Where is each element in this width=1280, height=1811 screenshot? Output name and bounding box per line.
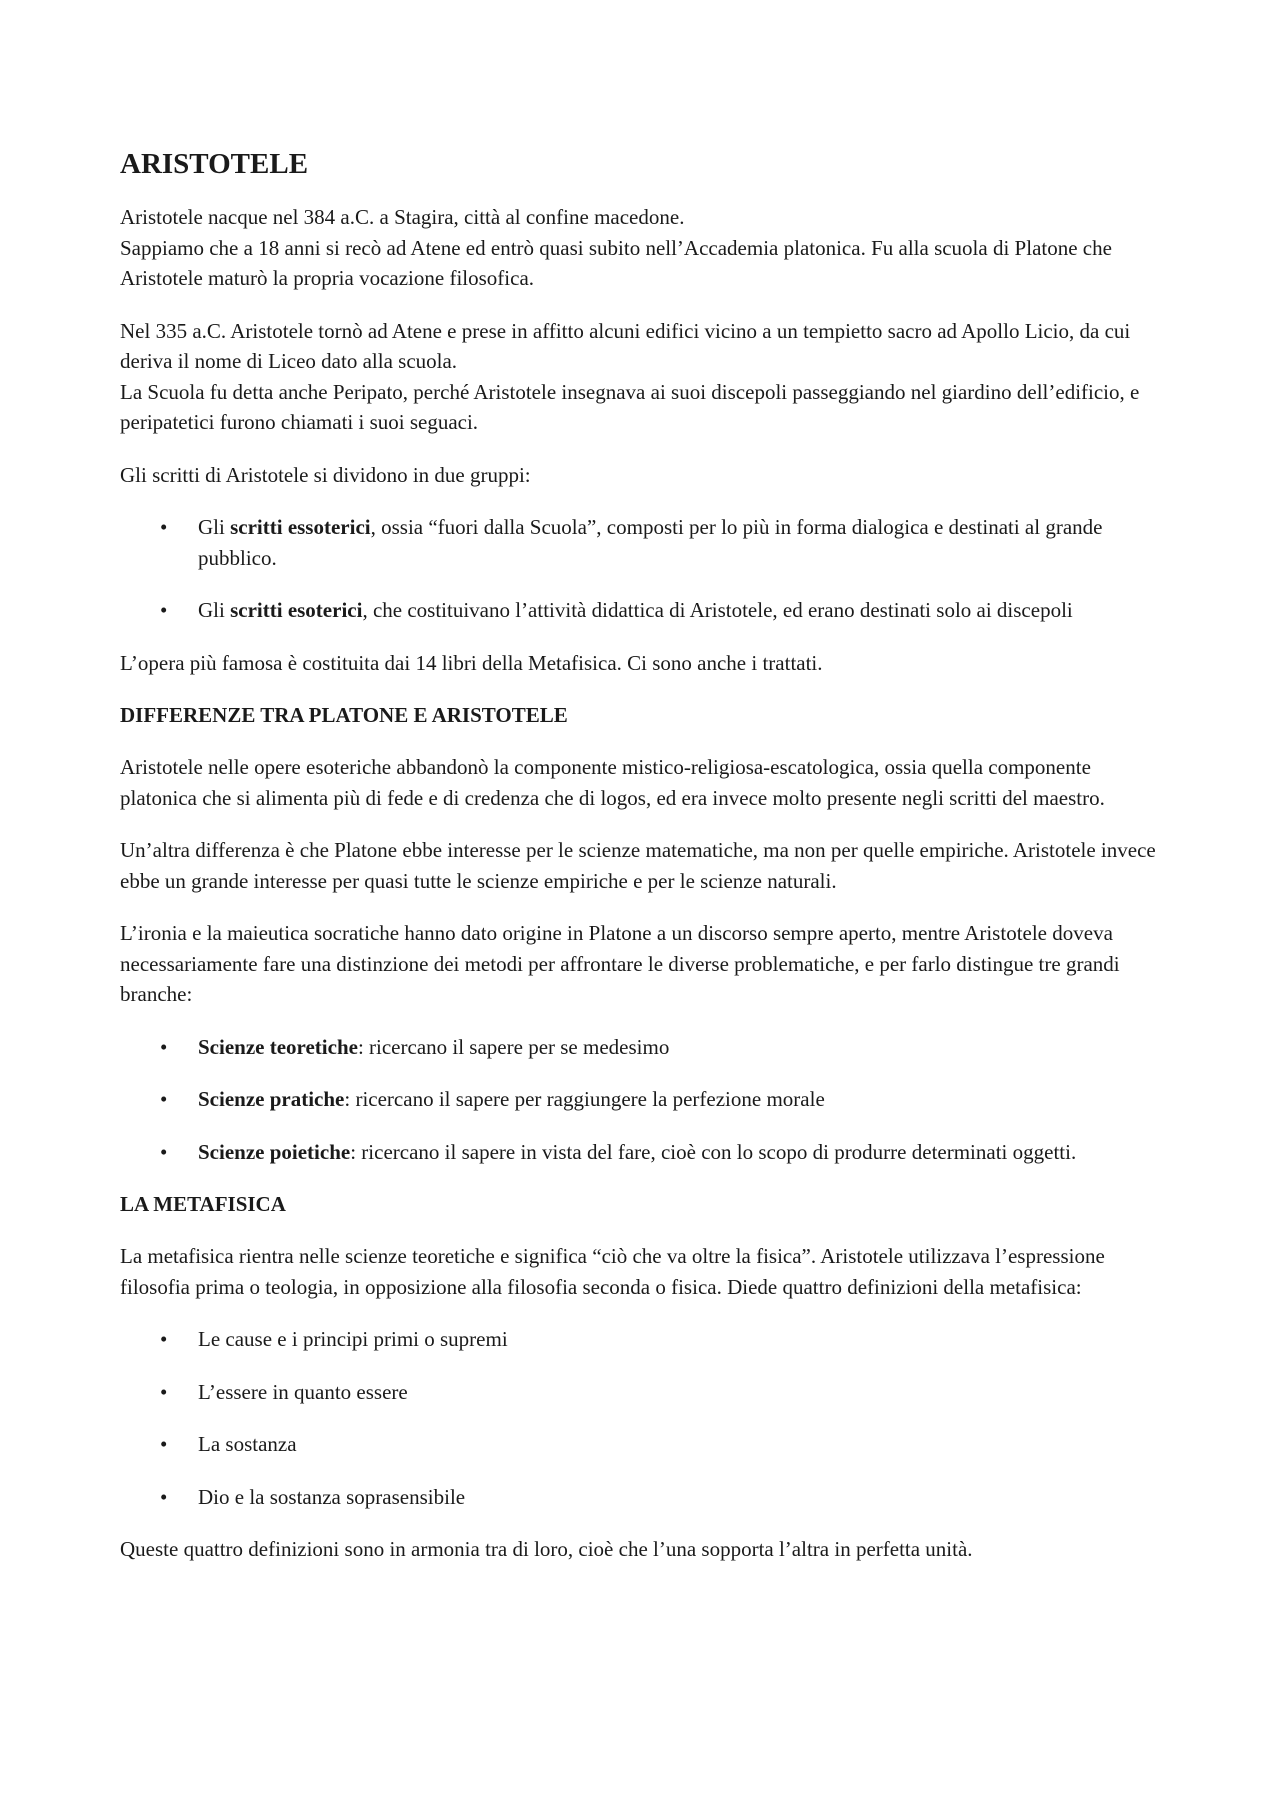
list-item: • La sostanza: [120, 1429, 1160, 1460]
bold-term: Scienze poietiche: [198, 1139, 351, 1164]
liceo-line-1: Nel 335 a.C. Aristotele tornò ad Atene e prese in affitto alcuni edifici vicino a un tempietto sacro ad Apollo Licio, da cui deriva il nome di Liceo dato alla scuola.: [120, 318, 1131, 373]
bold-term: Scienze pratiche: [198, 1087, 345, 1111]
differenze-paragraph-1: Aristotele nelle opere esoteriche abbandonò la componente mistico-religiosa-escatologica, ossia quella componente platonica che si alimenta più di fede e di credenza che di logos, ed era invece molto presente negli scritti del maestro.: [120, 755, 1105, 810]
bullet-icon: •: [160, 515, 168, 539]
bold-term: scritti essoterici: [230, 515, 371, 539]
intro-line-2: Sappiamo che a 18 anni si recò ad Atene ed entrò quasi subito nell’Accademia platonica. Fu alla scuola di Platone che Aristotele maturò la propria vocazione filosofica.: [120, 235, 1112, 290]
list-item: • Scienze pratiche: ricercano il sapere per raggiungere la perfezione morale: [120, 1084, 1160, 1115]
section-heading-differenze: DIFFERENZE TRA PLATONE E ARISTOTELE: [120, 703, 568, 727]
list-item: • Scienze poietiche: ricercano il sapere in vista del fare, cioè con lo scopo di produrre determinati oggetti.: [120, 1137, 1160, 1168]
intro-line-1: Aristotele nacque nel 384 a.C. a Stagira, città al confine macedone.: [120, 205, 685, 229]
bullet-icon: •: [160, 1087, 168, 1111]
scienze-list: [120, 1032, 1160, 1168]
differenze-paragraph-2: Un’altra differenza è che Platone ebbe interesse per le scienze matematiche, ma non per quelle empiriche. Aristotele invece ebbe un grande interesse per quasi tutte le scienze empiriche e per le scienze naturali.: [120, 838, 1156, 893]
liceo-line-2: La Scuola fu detta anche Peripato, perché Aristotele insegnava ai suoi discepoli passeggiando nel giardino dell’edificio, e peripatetici furono chiamati i suoi seguaci.: [120, 379, 1140, 434]
closing-paragraph: Queste quattro definizioni sono in armonia tra di loro, cioè che l’una sopporta l’altra in perfetta unità.: [120, 1537, 973, 1561]
intro-paragraph: [120, 202, 1160, 294]
definizioni-list: [120, 1324, 1160, 1512]
section-heading-metafisica: LA METAFISICA: [120, 1192, 286, 1216]
list-item: • Gli scritti esoterici, che costituivano l’attività didattica di Aristotele, ed erano destinati solo ai discepoli: [120, 595, 1160, 626]
list-item: • Le cause e i principi primi o supremi: [120, 1324, 1160, 1355]
bullet-icon: •: [160, 1139, 168, 1164]
bullet-icon: •: [160, 1379, 168, 1404]
bold-term: Scienze teoretiche: [198, 1034, 358, 1059]
list-item: • Gli scritti essoterici, ossia “fuori dalla Scuola”, composti per lo più in forma dialogica e destinati al grande pubblico.: [120, 512, 1160, 573]
bold-term: scritti esoterici: [230, 598, 363, 622]
scritti-list: [120, 512, 1160, 626]
list-item: • L’essere in quanto essere: [120, 1377, 1160, 1408]
metafisica-paragraph: La metafisica rientra nelle scienze teoretiche e significa “ciò che va oltre la fisica”. Aristotele utilizzava l’espressione filosofia prima o teologia, in opposizione alla filosofia seconda o fisica. Diede quattro definizioni della metafisica:: [120, 1244, 1105, 1299]
bullet-icon: •: [160, 1432, 168, 1456]
document-page: [120, 146, 1160, 1587]
bullet-icon: •: [160, 1327, 168, 1351]
bullet-icon: •: [160, 598, 168, 622]
bullet-icon: •: [160, 1484, 168, 1509]
scritti-intro: Gli scritti di Aristotele si dividono in due gruppi:: [120, 462, 531, 487]
opera-paragraph: L’opera più famosa è costituita dai 14 libri della Metafisica. Ci sono anche i trattati.: [120, 650, 823, 675]
bullet-icon: •: [160, 1034, 168, 1059]
list-item: • Dio e la sostanza soprasensibile: [120, 1482, 1160, 1513]
page-title: ARISTOTELE: [120, 148, 309, 180]
list-item: • Scienze teoretiche: ricercano il sapere per se medesimo: [120, 1032, 1160, 1063]
liceo-paragraph: [120, 316, 1160, 438]
differenze-paragraph-3: L’ironia e la maieutica socratiche hanno dato origine in Platone a un discorso sempre aperto, mentre Aristotele doveva necessariamente fare una distinzione dei metodi per affrontare le diverse problematiche, e per farlo distingue tre grandi branche:: [120, 921, 1120, 1006]
